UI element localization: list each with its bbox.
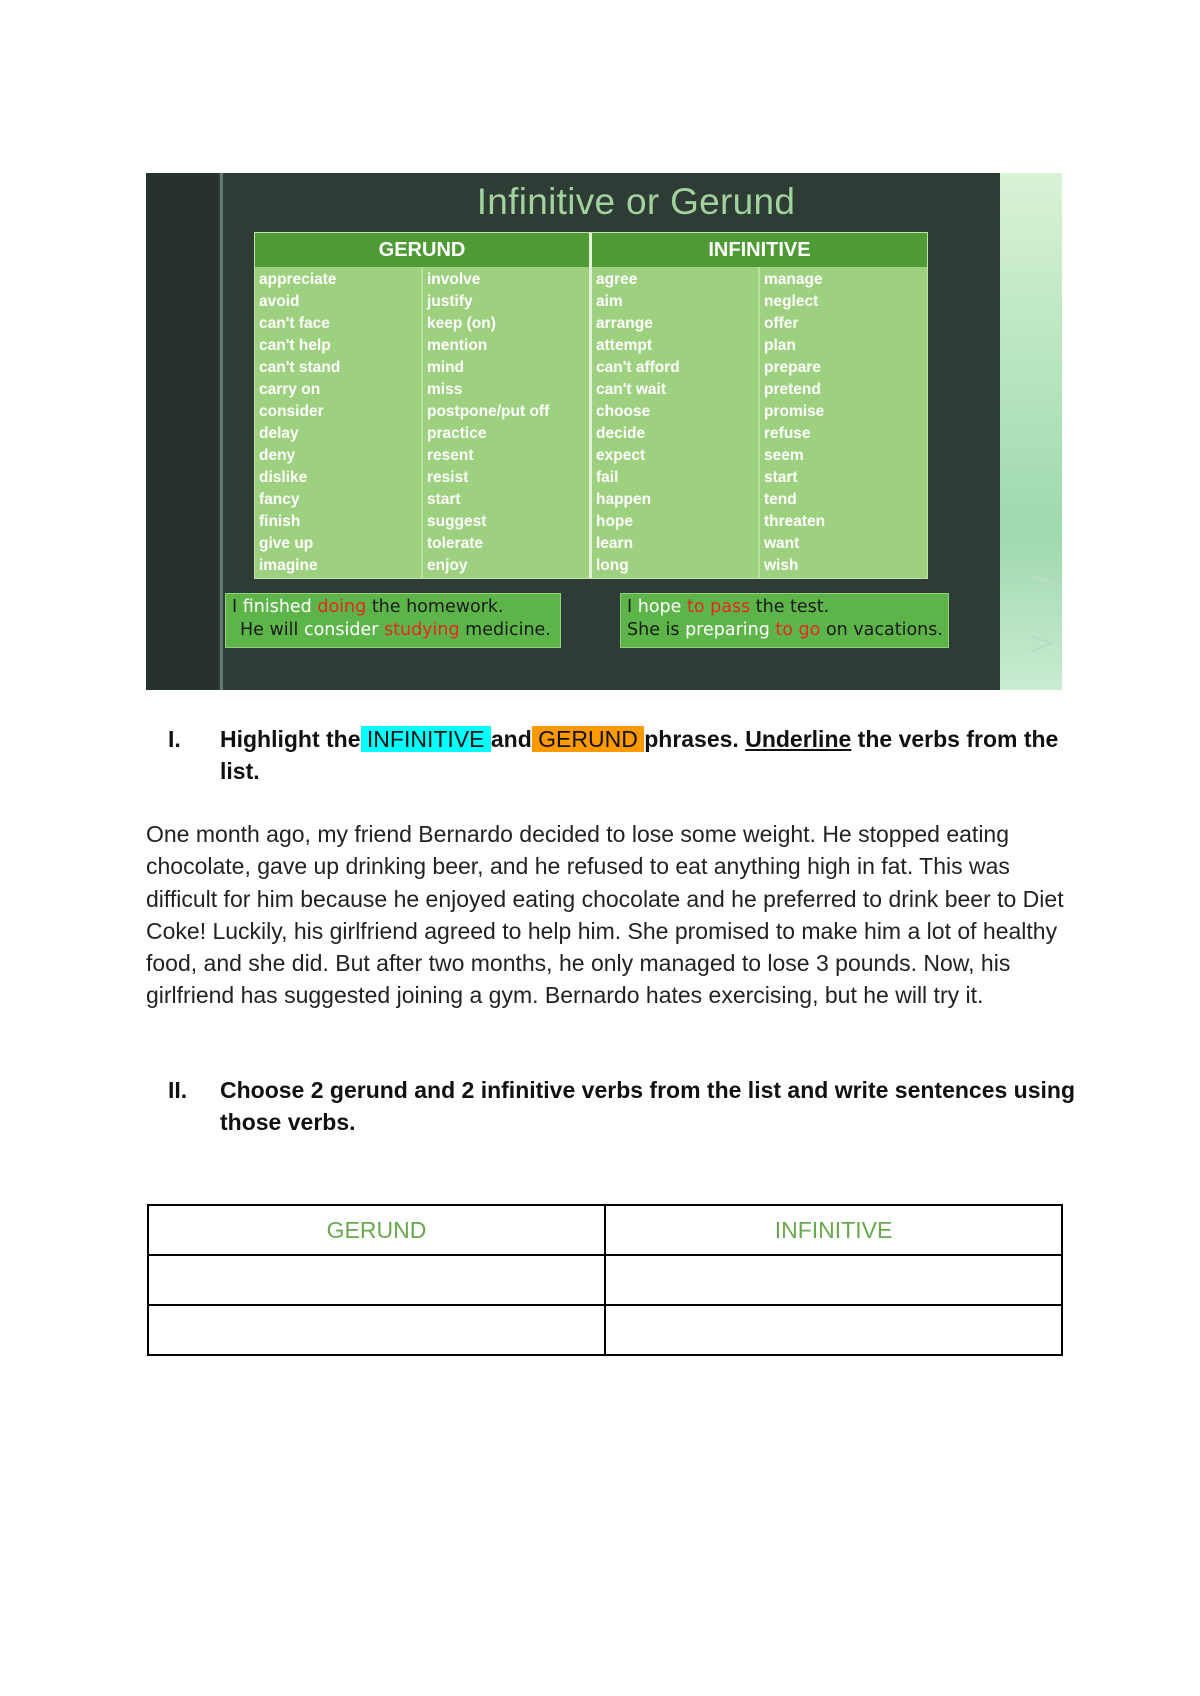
verb-item: start [427, 491, 461, 508]
slide-right-decoration [1000, 173, 1062, 690]
verb-item: offer [764, 315, 799, 332]
verb-item: practice [427, 425, 487, 442]
verb-item: aim [596, 293, 623, 310]
example-sentence: I finished doing the homework. [232, 597, 504, 617]
chevron-right-icon: > [1027, 623, 1056, 663]
example-sentence: He will consider studying medicine. [240, 620, 551, 640]
verb-item: learn [596, 535, 634, 552]
gerund-answer-cell[interactable] [148, 1255, 605, 1305]
slide-title: Infinitive or Gerund [476, 181, 796, 222]
verb-item: miss [427, 381, 463, 398]
verb-item: mention [427, 337, 488, 354]
infinitive-header: INFINITIVE [592, 233, 927, 267]
slide-divider-line [220, 173, 223, 690]
infinitive-answer-cell[interactable] [605, 1255, 1062, 1305]
verb-item: enjoy [427, 557, 468, 574]
gerund-answer-cell[interactable] [148, 1305, 605, 1355]
instruction-2 [146, 1074, 1106, 1144]
gerund-header: GERUND [255, 233, 589, 267]
column-divider [758, 267, 760, 578]
verb-item: seem [764, 447, 804, 464]
verb-item: promise [764, 403, 825, 420]
verb-item: justify [427, 293, 473, 310]
gerund-column-2 [427, 269, 587, 577]
example-sentence: She is preparing to go on vacations. [627, 620, 943, 640]
verb-item: resent [427, 447, 474, 464]
verb-item: tolerate [427, 535, 483, 552]
verb-item: suggest [427, 513, 487, 530]
verb-item: imagine [259, 557, 318, 574]
infinitive-column-2 [764, 269, 924, 577]
underline-word: Underline [745, 726, 852, 752]
verb-item: dislike [259, 469, 308, 486]
column-divider [421, 267, 423, 578]
verb-item: appreciate [259, 271, 337, 288]
slide-left-bar [146, 173, 218, 690]
verb-item: choose [596, 403, 651, 420]
table-row [148, 1305, 1062, 1355]
instruction-number: II. [168, 1077, 188, 1103]
exercise-paragraph: One month ago, my friend Bernardo decided to lose some weight. He stopped eating chocolate, gave up drinking beer, and he refused to eat anything high in fat. This was difficult for him because he enjoyed eating chocolate and he preferred to drink beer to Diet Coke! Luckily, his girlfriend agreed to help him. She promised to make him a lot of healthy food, and she did. But after two months, he only managed to lose 3 pounds. Now, his girlfriend has suggested joining a gym. Bernardo hates exercising, but he will try it. [146, 821, 1064, 1009]
verb-item: prepare [764, 359, 821, 376]
verb-item: wish [764, 557, 799, 574]
verb-item: can't help [259, 337, 331, 354]
instruction-text: Choose 2 gerund and 2 infinitive verbs from the list and write sentences using those verbs. [220, 1077, 1076, 1135]
verb-item: resist [427, 469, 469, 486]
instruction-text: Highlight the INFINITIVE and GERUND phrases. Underline the verbs from the list. [220, 726, 1059, 784]
verb-item: mind [427, 359, 465, 376]
verb-item: threaten [764, 513, 826, 530]
infinitive-column-header: INFINITIVE [605, 1205, 1062, 1255]
gerund-highlight: GERUND [531, 726, 645, 752]
verb-table [254, 232, 928, 579]
gerund-example-box [225, 593, 561, 648]
table-divider [589, 233, 592, 578]
verb-item: expect [596, 447, 646, 464]
verb-item: can't stand [259, 359, 341, 376]
verb-item: refuse [764, 425, 811, 442]
instruction-1 [146, 723, 1106, 793]
verb-item: pretend [764, 381, 821, 398]
verb-item: fancy [259, 491, 300, 508]
table-row [148, 1255, 1062, 1305]
verb-item: manage [764, 271, 823, 288]
gerund-column-1 [259, 269, 419, 577]
infinitive-highlight: INFINITIVE [360, 726, 491, 752]
verb-item: finish [259, 513, 301, 530]
infinitive-answer-cell[interactable] [605, 1305, 1062, 1355]
infinitive-example-box [620, 593, 949, 648]
verb-item: involve [427, 271, 481, 288]
verb-item: avoid [259, 293, 300, 310]
verb-item: start [764, 469, 798, 486]
instruction-number: I. [168, 726, 181, 752]
verb-item: hope [596, 513, 634, 530]
verb-item: delay [259, 425, 299, 442]
verb-item: keep (on) [427, 315, 496, 332]
verb-item: tend [764, 491, 797, 508]
verb-item: arrange [596, 315, 653, 332]
verb-item: can't face [259, 315, 330, 332]
infinitive-column-1 [596, 269, 756, 577]
table-header-row [148, 1205, 1062, 1255]
verb-item: can't afford [596, 359, 680, 376]
verb-item: deny [259, 447, 296, 464]
verb-item: attempt [596, 337, 652, 354]
answer-table [147, 1204, 1063, 1356]
verb-item: carry on [259, 381, 321, 398]
verb-item: consider [259, 403, 324, 420]
example-sentence: I hope to pass the test. [627, 597, 830, 617]
verb-item: long [596, 557, 629, 574]
verb-item: neglect [764, 293, 819, 310]
verb-item: want [764, 535, 800, 552]
chevron-right-icon: > [1027, 563, 1056, 603]
verb-item: give up [259, 535, 314, 552]
gerund-column-header: GERUND [148, 1205, 605, 1255]
verb-item: plan [764, 337, 796, 354]
verb-item: can't wait [596, 381, 667, 398]
verb-item: agree [596, 271, 638, 288]
verb-item: decide [596, 425, 646, 442]
verb-item: happen [596, 491, 652, 508]
slide-image [146, 173, 1062, 690]
verb-item: postpone/put off [427, 403, 550, 420]
verb-item: fail [596, 469, 619, 486]
